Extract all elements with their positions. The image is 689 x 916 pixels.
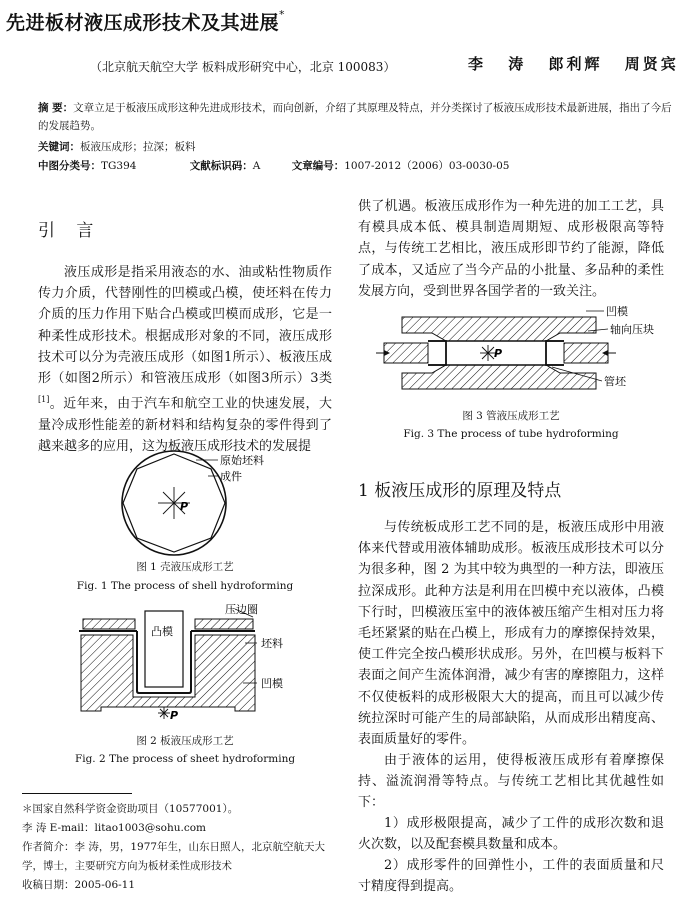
figure-3-diagram [376,303,666,403]
intro-heading: 引 言 [38,221,102,241]
figure-3-caption-en: Fig. 3 The process of tube hydroforming [403,428,619,440]
doc-code-label: 文献标识码： [189,160,253,172]
fig3-pressure-label: P [494,347,503,360]
figure-2-caption-en: Fig. 2 The process of sheet hydroforming [74,753,296,765]
figure-1-diagram [90,448,310,560]
paper-title [6,8,285,35]
footnote-bio: 作者简介：李 涛，男，1977年生，山东日照人，北京航空航天大学，博士，主要研究方向为板材柔性成形技术 [22,841,326,872]
figure-2-diagram [75,603,315,727]
fig1-part-label: 成件 [220,470,242,483]
author-3: 周贤宾 [624,55,679,73]
intro-p1-text: 液压成形是指采用液态的水、油或粘性物质作传力介质，代替刚性的凹模或凸模，使坯料在传力介质的压力作用下贴合凸模或凹模而成形，它是一种柔性成形技术。根据成形对象的不同，液压成形技术可以分为壳液压成形（如图1所示）、板液压成形（如图2所示）和管液压成形（如图3所示）3类 [38,265,332,387]
figure-3-caption-cn: 图 3 管液压成形工艺 [462,410,560,422]
clc-label: 中图分类号： [38,160,101,172]
intro-p1-tail: 。近年来，由于汽车和航空工业的快速发展，大量冷成形性能差的新材料和结构复杂的零件得到了越来越多的应用，这为板液压成形技术的发展提 [38,396,332,454]
clc-value: TG394 [101,160,137,172]
footnote-rule [22,793,132,794]
keywords [38,139,196,154]
figure-1-caption-en: Fig. 1 The process of shell hydroforming [76,580,294,592]
fig2-pressure-label: P [170,709,179,722]
fig2-die-label: 凹模 [261,677,283,690]
section-1-paragraph-2: 由于液体的运用，使得板液压成形有着摩擦保持、溢流润滑等特点。与传统工艺相比其优越性如下： [358,753,664,811]
abstract-text: 文章立足于板液压成形这种先进成形技术，而向创新，介绍了其原理及特点，并分类探讨了板液压成形技术最新进展，指出了今后的发展趋势。 [38,102,672,132]
abstract [38,99,678,135]
title-footnote-mark: * [279,8,286,21]
fig3-punch-label: 轴向压块 [610,323,654,336]
figure-2-caption-cn: 图 2 板液压成形工艺 [136,735,234,747]
article-no-label: 文章编号： [291,160,345,172]
keywords-label: 关键词： [38,141,80,153]
authors [468,53,679,74]
author-1: 李 涛 [468,55,527,73]
section-1-paragraph-1: 与传统板成形工艺不同的是，板液压成形中用液体来代替或用液体辅助成形。板液压成形技术可以分为很多种，图 2 为其中较为典型的一种方法，即液压拉深成形。此种方法是利用在凹模中充以液体，凸模下行时，凹模液压室中的液体被压缩产生相对压力将毛坯紧紧的贴在凸模上，形成有力的摩擦保持效果，使工件完全按凸模形状成形。另外，在凹模与板料下表面之间产生流体润滑，减少有害的摩擦阻力，这样不仅使板料的成形极限大大的提高，而且可以减少传统拉深时可能产生的局部缺陷，从而成形出精度高、表面质量好的零件。 [358,520,664,748]
advantage-item-2: 2）成形零件的回弹性小，工件的表面质量和尺寸精度得到提高。 [358,858,664,895]
title-text: 先进板材液压成形技术及其进展 [6,12,280,34]
fig3-die-label: 凹模 [606,305,628,318]
affiliation: （北京航天航空大学 板料成形研究中心，北京 100083） [90,60,396,74]
doc-code-value: A [252,160,261,172]
advantage-item-1: 1）成形极限提高，减少了工件的成形次数和退火次数，以及配套模具数量和成本。 [358,816,664,853]
fig2-punch-label: 凸模 [151,625,173,638]
fig2-blank-label: 坯料 [261,637,283,650]
footnote [22,800,332,895]
author-2: 郎利辉 [548,55,603,73]
fig2-holder-label: 压边圈 [225,603,258,616]
intro-paragraph-1 [38,262,332,457]
fig3-tube-label: 管坯 [604,375,626,388]
intro-paragraph-2: 供了机遇。板液压成形作为一种先进的加工工艺，具有模具成本低、模具制造周期短、成形极限高等特点，与传统工艺相比，液压成形即节约了能源，降低了成本，又适应了当今产品的小批量、多品种的柔性发展方向，受到世界各国学者的一致关注。 [358,199,664,299]
article-no-value: 1007-2012（2006）03-0030-05 [344,160,510,172]
footnote-received: 收稿日期：2005-06-11 [22,879,136,891]
footnote-email: 李 涛 E-mail：litao1003@sohu.com [22,822,206,834]
citation-ref: [1] [38,395,50,405]
figure-1-caption-cn: 图 1 壳液压成形工艺 [136,561,234,573]
fig1-blank-label: 原始坯料 [220,454,264,467]
footnote-fund: ＊国家自然科学资金资助项目（10577001）。 [22,803,239,815]
section-1-heading: 1 板液压成形的原理及特点 [358,481,562,501]
abstract-label: 摘 要： [38,102,74,114]
fig1-pressure-label: P [180,500,189,513]
classification [38,158,678,173]
keywords-text: 板液压成形；拉深；板料 [80,141,196,153]
